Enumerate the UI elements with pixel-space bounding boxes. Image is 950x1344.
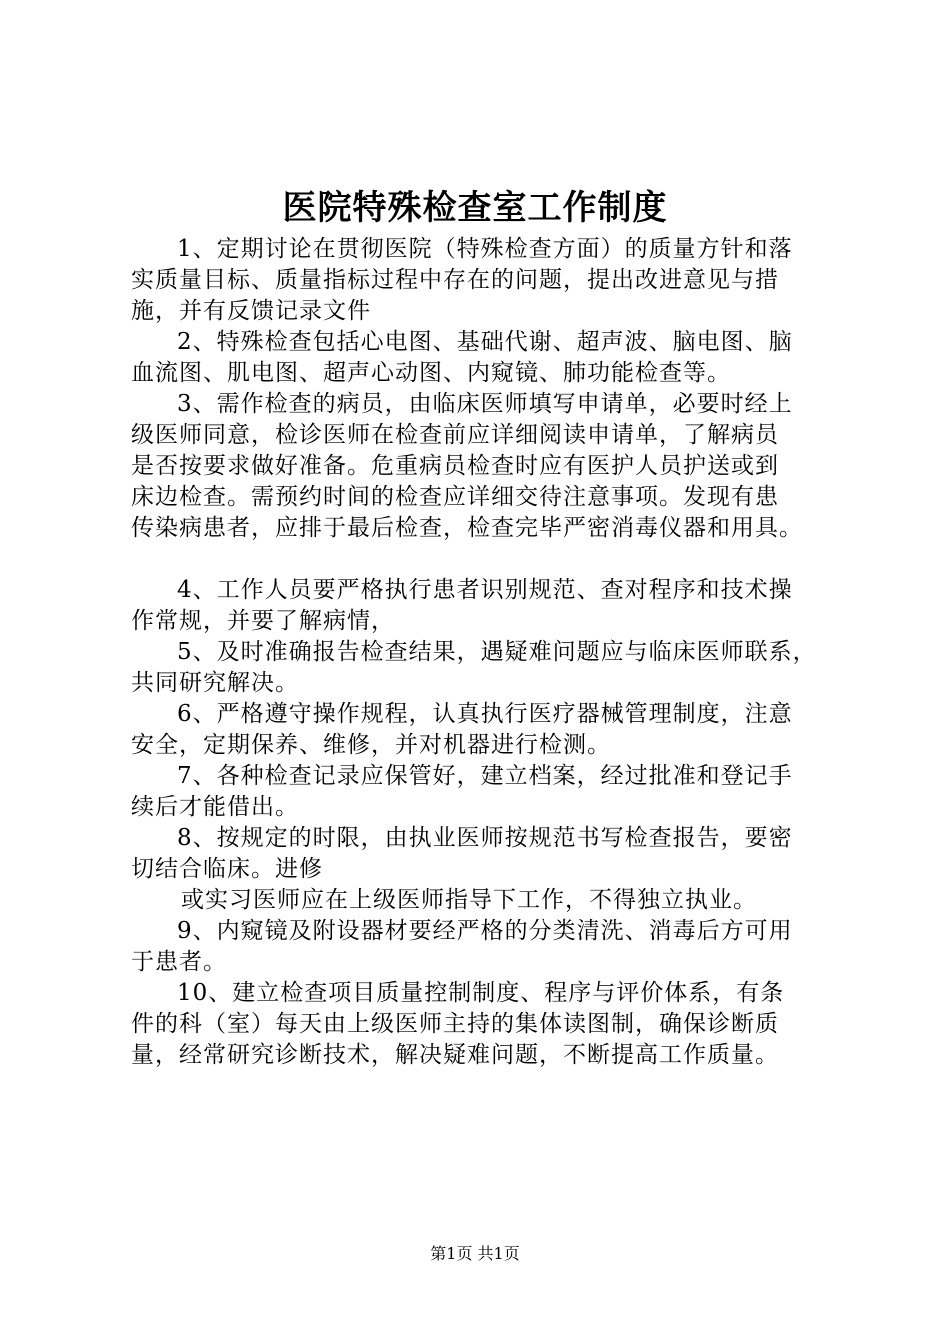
item-4-line-1: 4、工作人员要严格执行患者识别规范、查对程序和技术操 [177, 577, 793, 603]
item-2-line-1: 2、特殊检查包括心电图、基础代谢、超声波、脑电图、脑 [177, 329, 793, 355]
item-3-line-5: 传染病患者，应排于最后检查，检查完毕严密消毒仪器和用具。 [131, 515, 803, 541]
item-3-line-1: 3、需作检查的病员，由临床医师填写申请单，必要时经上 [177, 391, 793, 417]
item-8-line-2: 切结合临床。进修 [131, 856, 323, 882]
item-6-line-2: 安全，定期保养、维修，并对机器进行检测。 [131, 732, 611, 758]
document-body [131, 234, 851, 1071]
blank-line [131, 544, 851, 575]
item-1-line-1: 1、定期讨论在贯彻医院（特殊检查方面）的质量方针和落 [177, 236, 793, 262]
item-8-line-1: 8、按规定的时限，由执业医师按规范书写检查报告，要密 [177, 825, 793, 851]
item-10-line-1: 10、建立检查项目质量控制制度、程序与评价体系，有条 [177, 980, 785, 1006]
item-3-line-4: 床边检查。需预约时间的检查应详细交待注意事项。发现有患 [131, 484, 779, 510]
item-10-line-2: 件的科（室）每天由上级医师主持的集体读图制，确保诊断质 [131, 1011, 779, 1037]
item-6-line-1: 6、严格遵守操作规程，认真执行医疗器械管理制度，注意 [177, 701, 793, 727]
item-5-line-2: 共同研究解决。 [131, 670, 299, 696]
item-5-line-1: 5、及时准确报告检查结果，遇疑难问题应与临床医师联系， [177, 639, 817, 665]
item-1-line-2: 实质量目标、质量指标过程中存在的问题，提出改进意见与措 [131, 267, 779, 293]
item-1-line-3: 施，并有反馈记录文件 [131, 298, 371, 324]
item-3-line-3: 是否按要求做好准备。危重病员检查时应有医护人员护送或到 [131, 453, 779, 479]
item-3-line-2: 级医师同意，检诊医师在检查前应详细阅读申请单，了解病员 [131, 422, 779, 448]
item-7-line-1: 7、各种检查记录应保管好，建立档案，经过批准和登记手 [177, 763, 793, 789]
item-2-line-2: 血流图、肌电图、超声心动图、内窥镜、肺功能检查等。 [131, 360, 731, 386]
item-9-line-1: 9、内窥镜及附设器材要经严格的分类清洗、消毒后方可用 [177, 918, 793, 944]
item-10-line-3: 量，经常研究诊断技术，解决疑难问题，不断提高工作质量。 [131, 1042, 779, 1068]
document-title: 医院特殊检查室工作制度 [282, 188, 668, 228]
item-4-line-2: 作常规，并要了解病情， [131, 608, 395, 634]
item-8-line-3: 或实习医师应在上级医师指导下工作，不得独立执业。 [181, 887, 757, 913]
item-9-line-2: 于患者。 [131, 949, 227, 975]
page-footer: 第1页 共1页 [430, 1244, 520, 1263]
item-7-line-2: 续后才能借出。 [131, 794, 299, 820]
